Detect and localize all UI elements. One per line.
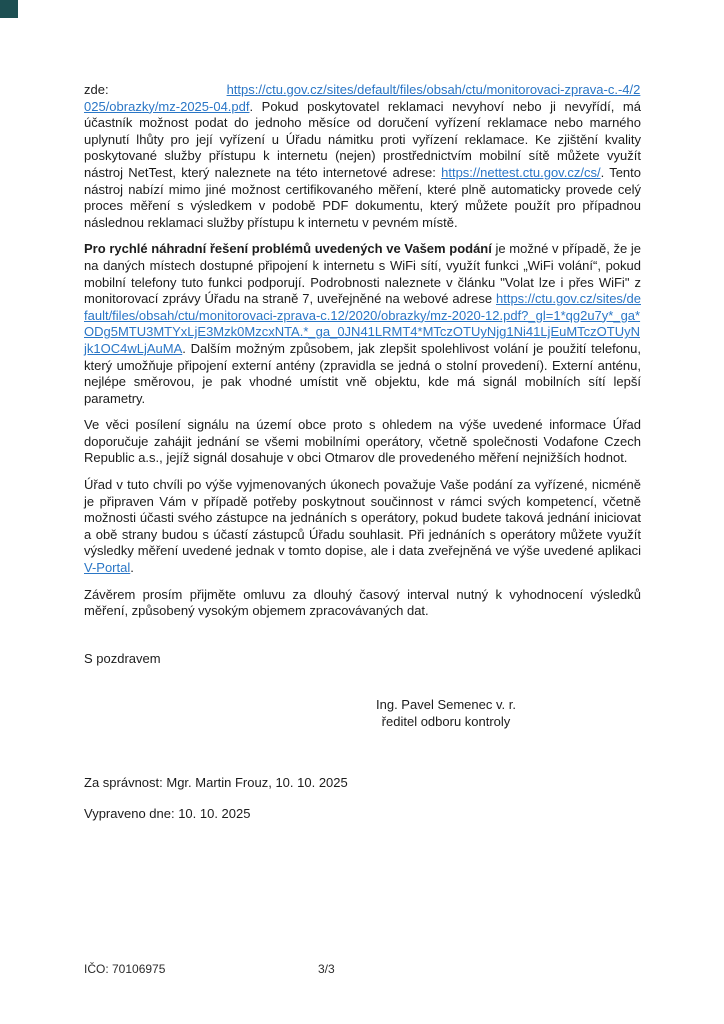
paragraph-lead: zde: bbox=[84, 82, 109, 97]
monitoring-report-2025-link[interactable]: https://ctu.gov.cz/sites/default/files/obsah/ctu/monitorovaci-zprava-c.-4/2025/obrazky/mz-2025-04.pdf bbox=[84, 82, 641, 114]
paragraph-reclamation bbox=[84, 82, 641, 231]
paragraph-case-closed bbox=[84, 477, 641, 577]
paragraph-text: Ve věci posílení signálu na území obce proto s ohledem na výše uvedené informace Úřad doporučuje zahájit jednání se všemi mobilními operátory, včetně společnosti Vodafone Czech Republic a.s., jejíž signál dosahuje v obci Otmarov dle provedeného měření nejnižších hodnot. bbox=[84, 417, 641, 466]
paragraph-text: . Tento nástroj nabízí mimo jiné možnost certifikovaného měření, které plně automaticky provede celý proces měření s výsledkem v podobě PDF dokumentu, který můžete použít pro případnou následnou reklamaci služby přístupu k internetu v pevném místě. bbox=[84, 164, 641, 230]
signatory-name: Ing. Pavel Semenec v. r. bbox=[376, 697, 516, 712]
za-spravnost-line: Za správnost: Mgr. Martin Frouz, 10. 10. 2025 bbox=[84, 775, 348, 790]
signatory-title: ředitel odboru kontroly bbox=[381, 713, 511, 729]
paragraph-text: . bbox=[130, 560, 134, 576]
paragraph-text: je možné v případě, že je na daných místech dostupné připojení k internetu s WiFi sítí, využít funkci „WiFi volání“, pokud mobilní telefony tuto funkci podporují. Podrobnosti naleznete v článku "Volat lze i přes WiFi" z monitorovací zprávy Úřadu na straně 7, uveřejněné na webové adrese bbox=[84, 241, 642, 307]
footer-ico: IČO: 70106975 bbox=[84, 962, 166, 976]
paragraph-text: . Dalším možným způsobem, jak zlepšit spolehlivost volání je použití telefonu, který umožňuje připojení externí antény (zpravidla se jedná o stolní provedení). Externí anténu, nejlépe směrovou, je pak vhodné umístit vně objektu, kde má signál mobilních sítí lepší parametry. bbox=[84, 340, 641, 406]
closing-salutation: S pozdravem bbox=[84, 651, 161, 666]
v-portal-link[interactable]: V-Portal bbox=[84, 560, 131, 576]
signature-block bbox=[296, 697, 596, 730]
paragraph-signal-strengthening bbox=[84, 417, 641, 467]
paragraph-wifi-solution bbox=[84, 241, 641, 407]
first-line-gap bbox=[109, 93, 227, 94]
footer-page-number: 3/3 bbox=[318, 962, 335, 976]
paragraph-text: Úřad v tuto chvíli po výše vyjmenovaných úkonech považuje Vaše podání za vyřízené, nicméně je připraven Vám v případě potřeby poskytnout součinnost v rámci svých kompetencí, včetně možnosti účasti svého zástupce na jednáních s operátory, pokud budete taková jednání iniciovat a obě strany budou s účastí zástupců Úřadu souhlasit. Při jednáních s operátory můžete využít výsledky měření uvedené jednak v tomto dopise, ale i data zveřejněná ve výše uvedené aplikaci bbox=[84, 477, 641, 559]
vypraveno-line: Vypraveno dne: 10. 10. 2025 bbox=[84, 806, 251, 821]
monitoring-report-2020-link[interactable]: https://ctu.gov.cz/sites/default/files/obsah/ctu/monitorovaci-zprava-c.12/2020/obrazky/mz-2020-12.pdf?_gl=1*qg2u7y*_ga*ODg5MTU3MTYxLjE3Mzk0MzcxNTA.*_ga_0JN41LRMT4*MTczOTUyNjg1Ni41LjEuMTczOTUyNjk1OC4wLjAuMA bbox=[84, 291, 641, 356]
paragraph-text: Závěrem prosím přijměte omluvu za dlouhý časový interval nutný k vyhodnocení výsledků měření, způsobený vysokým objemem zpracovávaných dat. bbox=[84, 586, 641, 619]
bold-lead-text: Pro rychlé náhradní řešení problémů uvedených ve Vašem podání bbox=[84, 241, 492, 257]
paragraph-apology bbox=[84, 587, 641, 620]
corner-mark bbox=[0, 0, 18, 18]
nettest-link[interactable]: https://nettest.ctu.gov.cz/cs/ bbox=[441, 164, 601, 180]
letter-body bbox=[84, 82, 641, 630]
paragraph-text: . Pokud poskytovatel reklamaci nevyhoví nebo ji nevyřídí, má účastník možnost podat do jednoho měsíce od doručení vyřízení reklamace nebo marného uplynutí lhůty pro její vyřízení u Úřadu námitku proti vyřízení reklamace. Ke zjištění kvality poskytované služby přístupu k internetu (nejen) prostřednictvím mobilní sítě můžete využít nástroj NetTest, který naleznete na této internetové adrese: bbox=[84, 98, 641, 180]
